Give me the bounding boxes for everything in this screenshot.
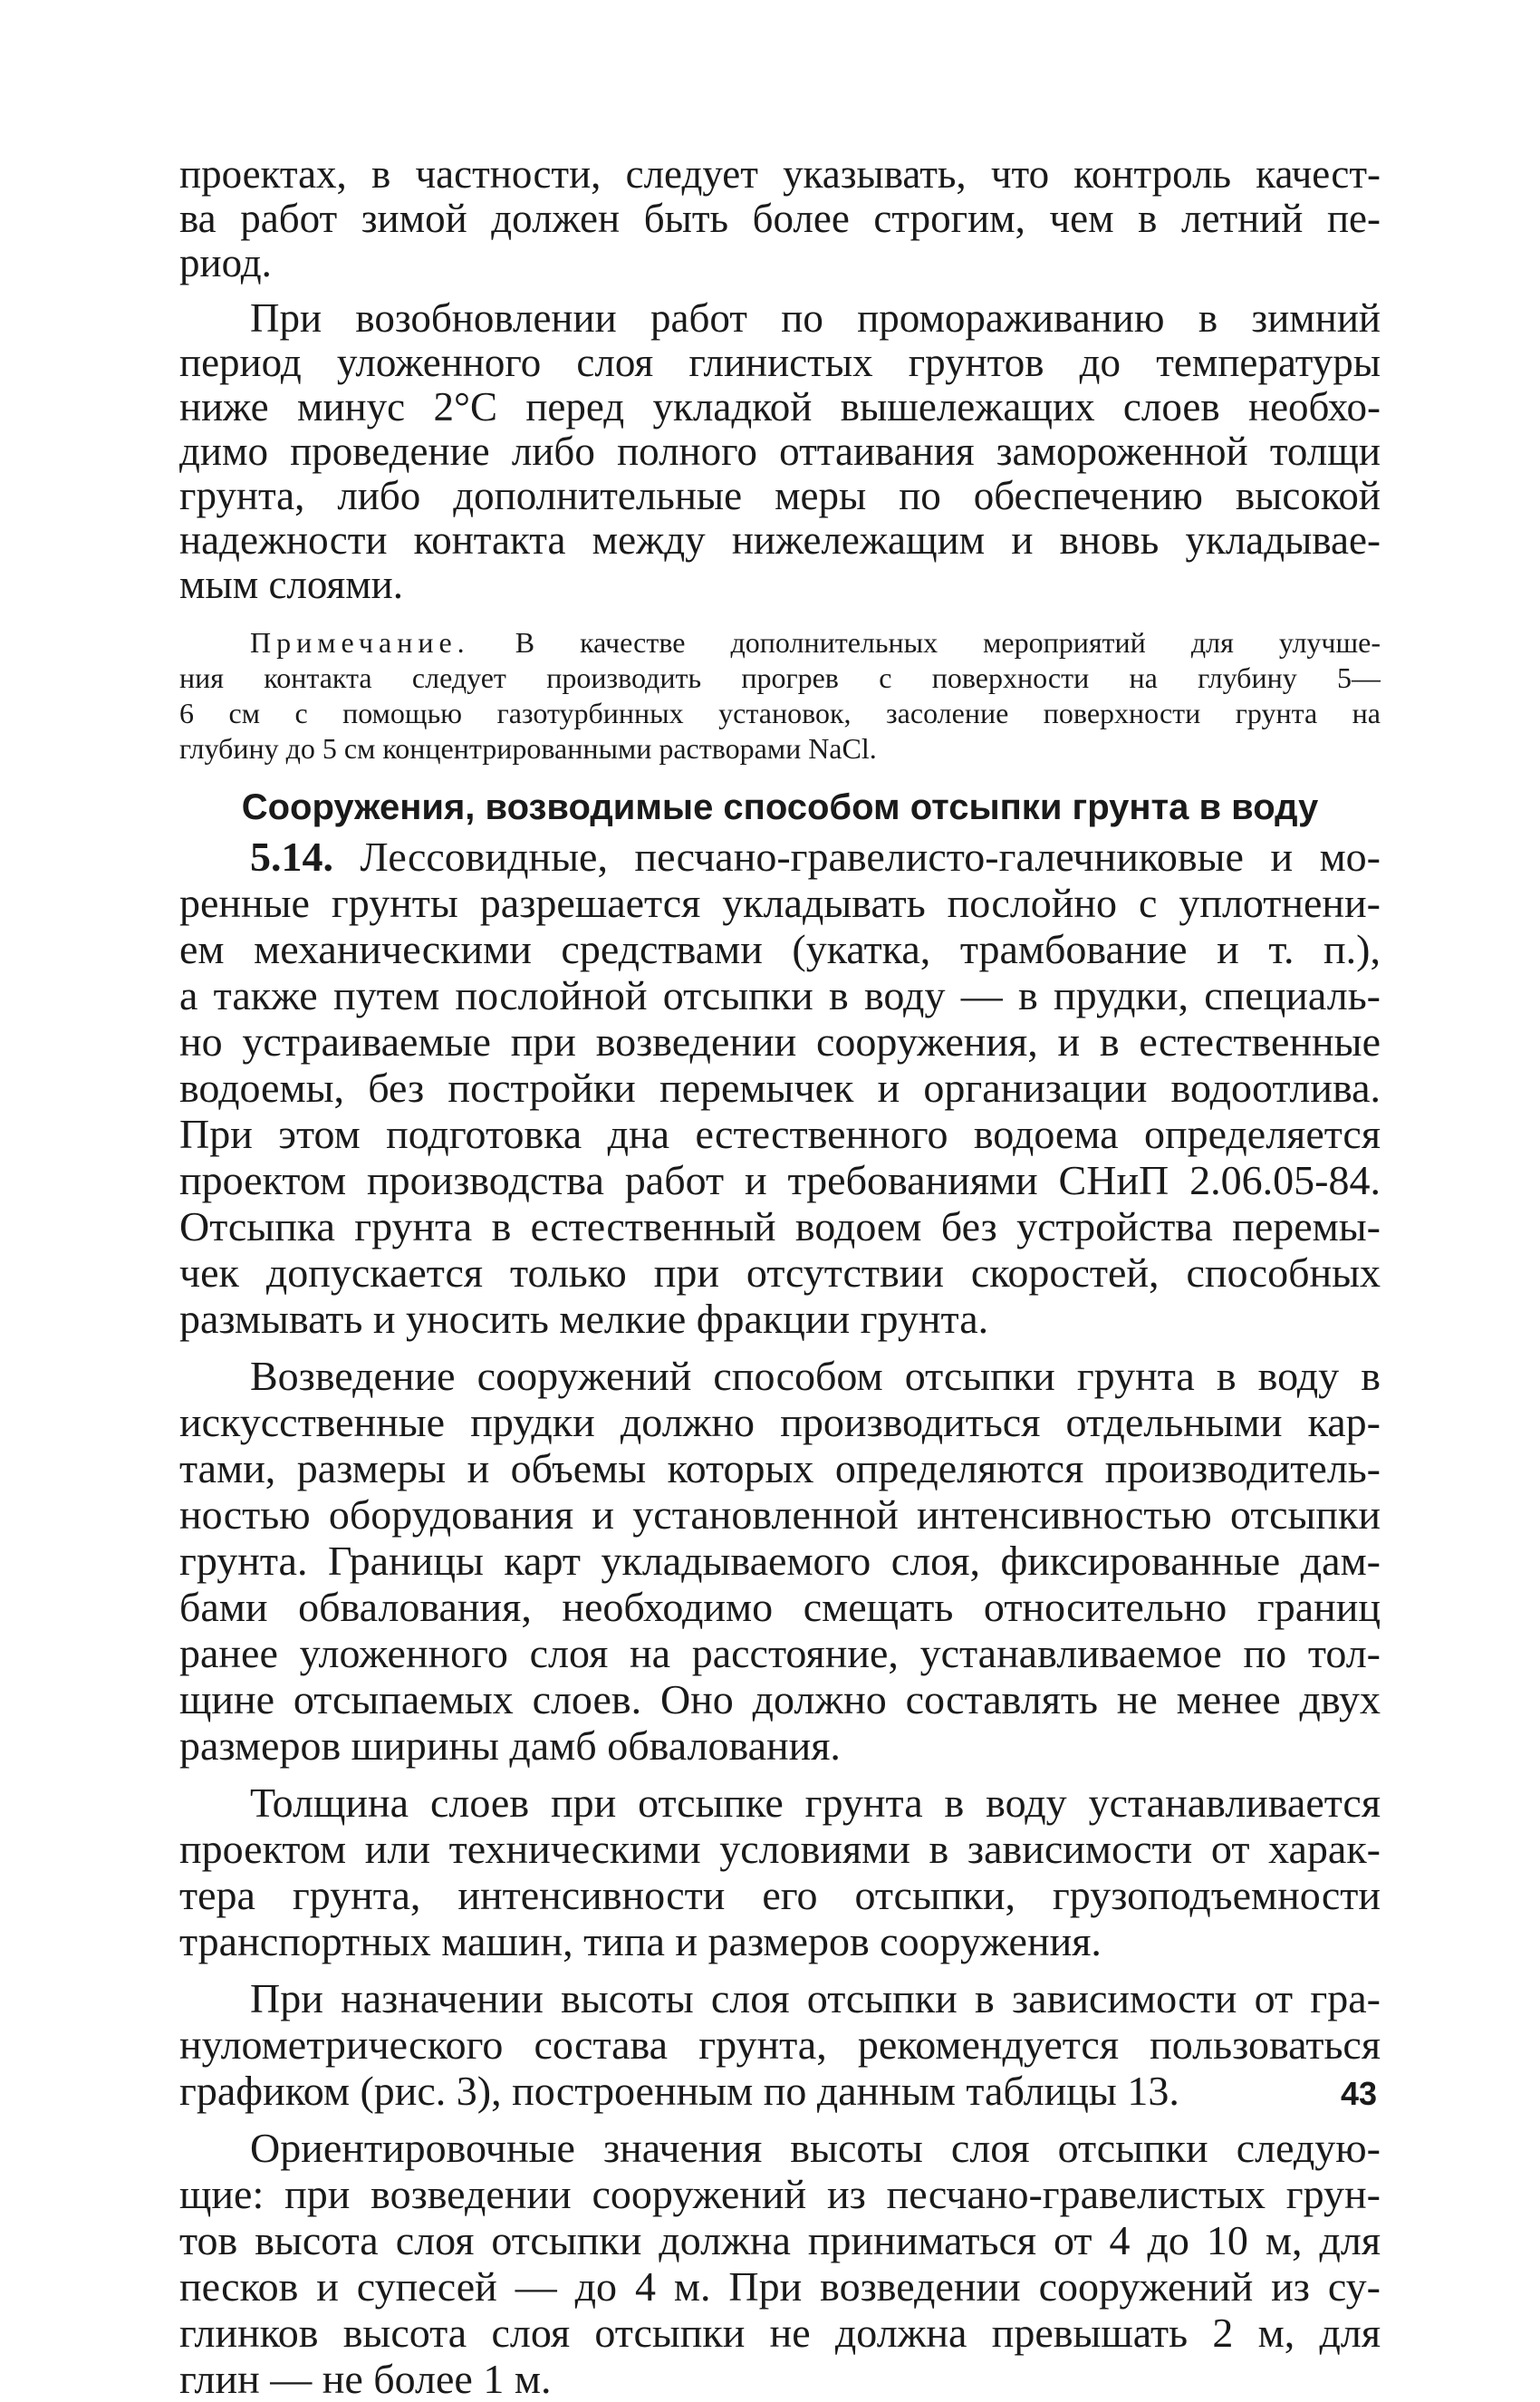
text-line: ренные грунты разрешается укладывать послойно с уплотнени- [179, 880, 1381, 926]
text-line: тов высота слоя отсыпки должна приниматься от 4 до 10 м, для [179, 2217, 1381, 2263]
document-page [179, 152, 1381, 2402]
text-line: ем механическими средствами (укатка, трамбование и т. п.), [179, 926, 1381, 972]
text-line: нулометрического состава грунта, рекомендуется пользоваться [179, 2021, 1381, 2068]
text-line: мым слоями. [179, 563, 404, 607]
text-line: водоемы, без постройки перемычек и организации водоотлива. [179, 1065, 1381, 1111]
text-line: песков и супесей — до 4 м. При возведении сооружений из су- [179, 2263, 1381, 2310]
section-5-14-paragraph [179, 834, 1381, 1342]
section-5-14-first-line [179, 834, 1381, 880]
text-line: но устраиваемые при возведении сооружения, и в естественные [179, 1018, 1381, 1065]
text-line: ностью оборудования и установленной интенсивностью отсыпки [179, 1491, 1381, 1538]
text-line: проектом производства работ и требованиями СНиП 2.06.05-84. [179, 1157, 1381, 1203]
text-line: При назначении высоты слоя отсыпки в зависимости от гра- [250, 1975, 1381, 2021]
winter-paragraph [179, 296, 1381, 607]
section-number: 5.14. [250, 834, 333, 880]
text-line: щие: при возведении сооружений из песчано-гравелистых грун- [179, 2171, 1381, 2217]
text-line: чек допускается только при отсутствии скоростей, способных [179, 1249, 1381, 1296]
note-text: В качестве дополнительных мероприятий для улучше- [515, 626, 1381, 659]
section-heading: Сооружения, возводимые способом отсыпки грунта в воду [241, 787, 1319, 827]
text-line: тами, размеры и объемы которых определяются производитель- [179, 1445, 1381, 1491]
text-line: При возобновлении работ по промораживанию в зимний [250, 296, 1381, 341]
cards-paragraph [179, 1353, 1381, 1769]
intro-paragraph [179, 152, 1381, 285]
text-line: размывать и уносить мелкие фракции грунта. [179, 1296, 989, 1342]
note-line: глубину до 5 см концентрированными растворами NaCl. [179, 732, 877, 765]
chart-reference-paragraph [179, 1975, 1381, 2114]
text-line: Толщина слоев при отсыпке грунта в воду устанавливается [250, 1780, 1381, 1826]
text-line: глин — не более 1 м. [179, 2356, 552, 2402]
body-text [179, 834, 1381, 2402]
note-label: Примечание. [250, 626, 470, 659]
text-line: При этом подготовка дна естественного водоема определяется [179, 1111, 1381, 1157]
text-line: проектом или техническими условиями в зависимости от харак- [179, 1826, 1381, 1872]
text-line: транспортных машин, типа и размеров сооружения. [179, 1918, 1102, 1964]
values-paragraph [179, 2125, 1381, 2402]
text-line: проектах, в частности, следует указывать, что контроль качест- [179, 152, 1381, 197]
text-line: ва работ зимой должен быть более строгим, чем в летний пе- [179, 197, 1381, 241]
section-5-14-text: Лессовидные, песчано-гравелисто-галечниковые и мо- [360, 834, 1381, 880]
page-number: 43 [1341, 2075, 1378, 2112]
text-line: размеров ширины дамб обвалования. [179, 1722, 841, 1769]
thickness-paragraph [179, 1780, 1381, 1964]
note-first-line [179, 625, 1381, 661]
note-line: 6 см с помощью газотурбинных установок, засоление поверхности грунта на [179, 697, 1381, 729]
text-line: графиком (рис. 3), построенным по данным таблицы 13. [179, 2068, 1179, 2114]
note-line: ния контакта следует производить прогрев с поверхности на глубину 5— [179, 661, 1381, 694]
text-line: тера грунта, интенсивности его отсыпки, грузоподъемности [179, 1872, 1381, 1918]
text-line: димо проведение либо полного оттаивания замороженной толщи [179, 429, 1381, 474]
text-line: Ориентировочные значения высоты слоя отсыпки следую- [250, 2125, 1381, 2171]
text-line: ниже минус 2°С перед укладкой вышележащих слоев необхо- [179, 385, 1381, 429]
note-block [179, 625, 1381, 767]
text-line: Возведение сооружений способом отсыпки грунта в воду в [250, 1353, 1381, 1399]
text-line: грунта, либо дополнительные меры по обеспечению высокой [179, 474, 1381, 518]
text-line: ранее уложенного слоя на расстояние, устанавливаемое по тол- [179, 1630, 1381, 1676]
text-line: период уложенного слоя глинистых грунтов до температуры [179, 341, 1381, 385]
text-line: искусственные прудки должно производиться отдельными кар- [179, 1399, 1381, 1445]
text-line: надежности контакта между нижележащим и вновь укладывае- [179, 518, 1381, 563]
text-line: грунта. Границы карт укладываемого слоя, фиксированные дам- [179, 1538, 1381, 1584]
text-line: щине отсыпаемых слоев. Оно должно составлять не менее двух [179, 1676, 1381, 1722]
text-line: риод. [179, 241, 272, 285]
text-line: а также путем послойной отсыпки в воду — в прудки, специаль- [179, 972, 1381, 1018]
text-line: Отсыпка грунта в естественный водоем без устройства перемы- [179, 1203, 1381, 1249]
text-line: глинков высота слоя отсыпки не должна превышать 2 м, для [179, 2310, 1381, 2356]
text-line: бами обвалования, необходимо смещать относительно границ [179, 1584, 1381, 1630]
